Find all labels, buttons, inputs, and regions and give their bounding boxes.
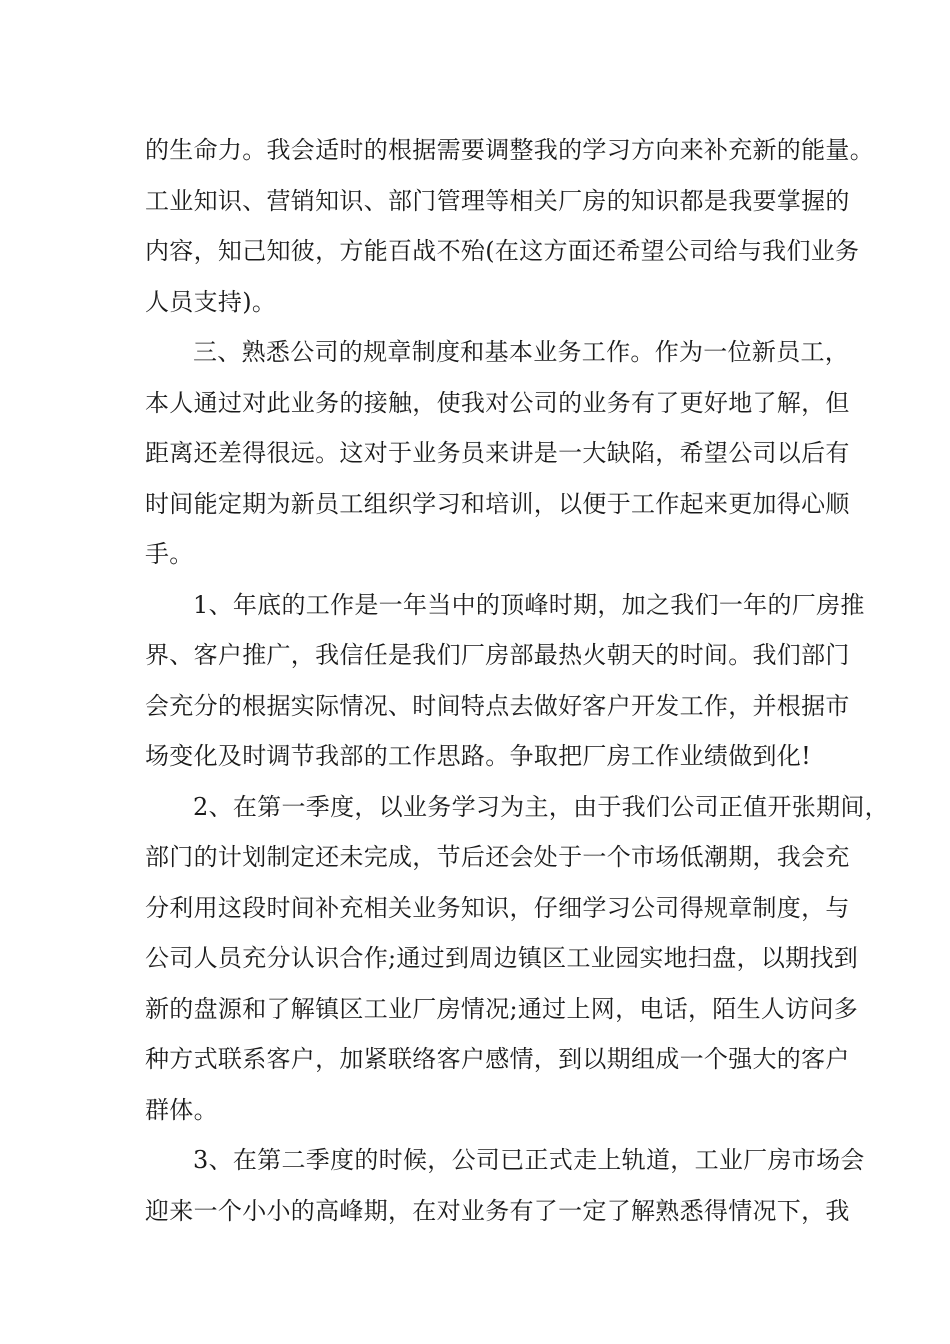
text-line: 界、客户推广，我信任是我们厂房部最热火朝天的时间。我们部门	[145, 641, 850, 669]
text-line: 1、年底的工作是一年当中的顶峰时期，加之我们一年的厂房推	[193, 590, 865, 619]
text-line: 本人通过对此业务的接触，使我对公司的业务有了更好地了解，但	[145, 388, 850, 417]
text-line: 三、熟悉公司的规章制度和基本业务工作。作为一位新员工，	[193, 338, 850, 366]
text-line: 迎来一个小小的高峰期，在对业务有了一定了解熟悉得情况下，我	[145, 1196, 850, 1225]
text-line: 距离还差得很远。这对于业务员来讲是一大缺陷，希望公司以后有	[145, 439, 850, 467]
text-line: 2、在第一季度，以业务学习为主，由于我们公司正值开张期间，	[193, 792, 889, 821]
text-line: 的生命力。我会适时的根据需要调整我的学习方向来补充新的能量。	[145, 136, 874, 164]
text-line: 人员支持)。	[145, 287, 277, 316]
text-line: 部门的计划制定还未完成，节后还会处于一个市场低潮期，我会充	[145, 843, 850, 871]
text-line: 会充分的根据实际情况、时间特点去做好客户开发工作，并根据市	[145, 691, 850, 720]
text-line: 工业知识、营销知识、部门管理等相关厂房的知识都是我要掌握的	[145, 186, 850, 215]
text-line: 手。	[145, 540, 194, 568]
text-line: 内容，知己知彼，方能百战不殆(在这方面还希望公司给与我们业务	[145, 237, 860, 265]
text-line: 公司人员充分认识合作;通过到周边镇区工业园实地扫盘，以期找到	[145, 944, 859, 972]
text-line: 场变化及时调节我部的工作思路。争取把厂房工作业绩做到化!	[145, 742, 812, 770]
text-line: 种方式联系客户，加紧联络客户感情，到以期组成一个强大的客户	[145, 1045, 850, 1073]
text-line: 群体。	[145, 1095, 218, 1124]
text-line: 分利用这段时间补充相关业务知识，仔细学习公司得规章制度，与	[145, 893, 850, 922]
text-line: 新的盘源和了解镇区工业厂房情况;通过上网，电话，陌生人访问多	[145, 994, 859, 1023]
text-line: 时间能定期为新员工组织学习和培训，以便于工作起来更加得心顺	[145, 489, 850, 518]
body-text	[145, 125, 889, 1236]
text-line: 3、在第二季度的时候，公司已正式走上轨道，工业厂房市场会	[193, 1146, 865, 1174]
